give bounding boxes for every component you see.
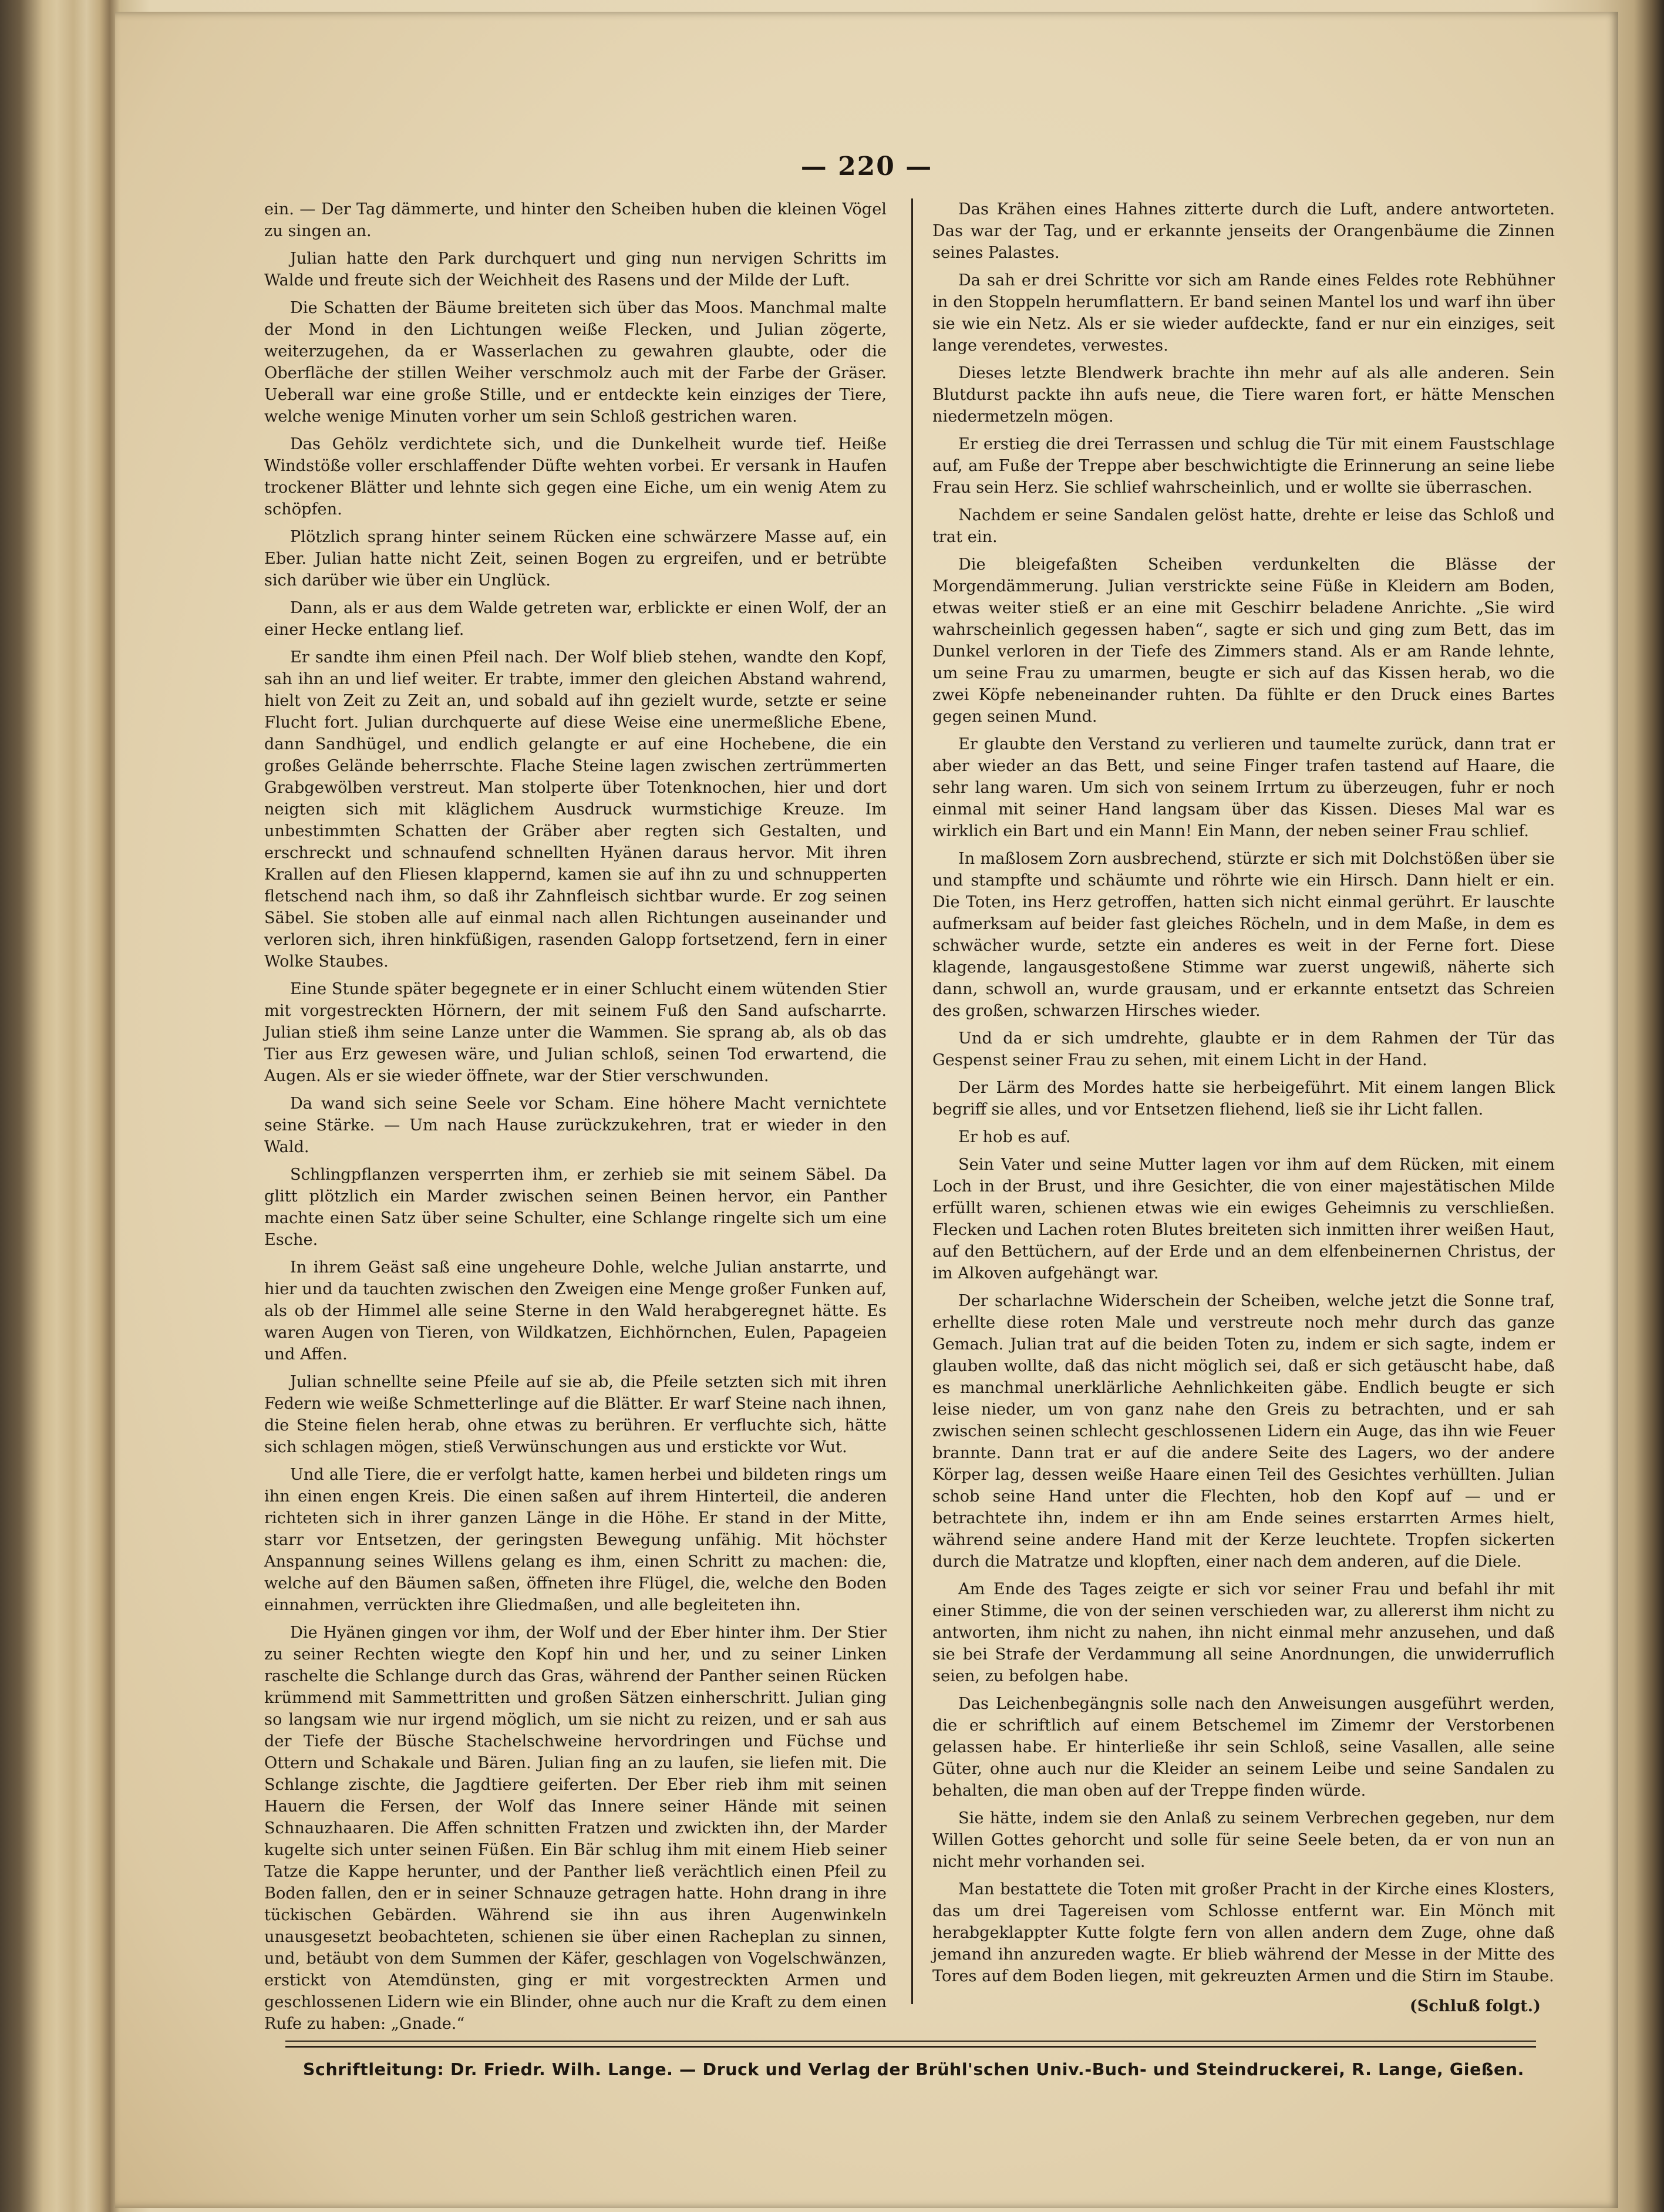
paragraph: Man bestattete die Toten mit großer Pracht in der Kirche eines Klosters, das um drei Tagereisen vom Schlosse entfernt war. Ein Mönch mit herabgeklappter Kutte folgte fern von allen andern dem Zuge, ohne daß jemand ihn anzureden wagte. Er blieb während der Messe in der Mitte des Tores auf dem Boden liegen, mit gekreuzten Armen und die Stirn im Staube.	[932, 1880, 1555, 1985]
paragraph: Die Schatten der Bäume breiteten sich über das Moos. Manchmal malte der Mond in den Lichtungen weiße Flecken, und Julian zögerte, weiterzugehen, da er Wasserlachen zu gewahren glaubte, oder die Oberfläche der stillen Weiher verschmolz auch mit der Farbe der Gräser. Ueberall war eine große Stille, und er entdeckte kein einziges der Tiere, welche wenige Minuten vorher um sein Schloß gestrichen waren.	[264, 299, 887, 426]
paragraph: ein. — Der Tag dämmerte, und hinter den Scheiben huben die kleinen Vögel zu singen an.	[264, 200, 887, 240]
paragraph: Sein Vater und seine Mutter lagen vor ihm auf dem Rücken, mit einem Loch in der Brust, und ihre Gesichter, die von einer majestätischen Milde erfüllt waren, schienen etwas wie ein ewiges Geheimnis zu verschließen. Flecken und Lachen roten Blutes breiteten sich inmitten ihrer weißen Haut, auf den Bettüchern, auf der Erde und an dem elfenbeinernen Christus, der im Alkoven aufgehängt war.	[932, 1156, 1555, 1282]
paragraph: Plötzlich sprang hinter seinem Rücken eine schwärzere Masse auf, ein Eber. Julian hatte nicht Zeit, seinen Bogen zu ergreifen, und er betrübte sich darüber wie über ein Unglück.	[264, 528, 887, 590]
paragraph: Er glaubte den Verstand zu verlieren und taumelte zurück, dann trat er aber wieder an das Bett, und seine Finger trafen tastend auf Haare, die sehr lang waren. Um sich von seinem Irrtum zu überzeugen, fuhr er noch einmal mit seiner Hand langsam über das Kissen. Dieses Mal war es wirklich ein Bart und ein Mann! Ein Mann, der neben seiner Frau schlief.	[932, 735, 1555, 840]
paragraph: Der scharlachne Widerschein der Scheiben, welche jetzt die Sonne traf, erhellte diese roten Male und verstreute noch mehr durch das ganze Gemach. Julian trat auf die beiden Toten zu, indem er sich sagte, indem er glauben wollte, daß das nicht möglich sei, daß er sich getäuscht habe, daß es manchmal unerklärliche Aehnlichkeiten gäbe. Endlich beugte er sich leise nieder, um von ganz nahe den Greis zu betrachten, und er sah zwischen seinen schlecht geschlossenen Lidern ein Auge, das ihn wie Feuer brannte. Dann trat er auf die andere Seite des Lagers, wo der andere Körper lag, dessen weiße Haare einen Teil des Gesichtes verhüllten. Julian schob seine Hand unter die Flechten, hob den Kopf auf — und er betrachtete ihn, indem er ihn am Ende seines erstarrten Armes hielt, während seine andere Hand mit der Kerze leuchtete. Tropfen sickerten durch die Matratze und klopften, einer nach dem anderen, auf die Diele.	[932, 1292, 1555, 1571]
column-divider	[911, 198, 913, 2004]
paragraph: In ihrem Geäst saß eine ungeheure Dohle, welche Julian anstarrte, und hier und da tauchten zwischen den Zweigen eine Menge großer Funken auf, als ob der Himmel alle seine Sterne in den Wald herabgeregnet hätte. Es waren Augen von Tieren, von Wildkatzen, Eichhörnchen, Eulen, Papageien und Affen.	[264, 1258, 887, 1363]
to-be-continued-note: (Schluß folgt.)	[1409, 1996, 1541, 2015]
paragraph: Die Hyänen gingen vor ihm, der Wolf und der Eber hinter ihm. Der Stier zu seiner Rechten wiegte den Kopf hin und her, und zu seiner Linken raschelte die Schlange durch das Gras, während der Panther seinen Rücken krümmend mit Sammettritten und großen Sätzen einherschritt. Julian ging so langsam wie nur irgend möglich, um sie nicht zu reizen, und er sah aus der Tiefe der Büsche Stachelschweine hervordringen und Füchse und Ottern und Schakale und Bären. Julian fing an zu laufen, sie liefen mit. Die Schlange zischte, die Jagdtiere geiferten. Der Eber rieb ihm mit seinen Hauern die Fersen, der Wolf das Innere seiner Hände mit seinen Schnauzhaaren. Die Affen schnitten Fratzen und zwickten ihn, der Marder kugelte sich unter seinen Füßen. Ein Bär schlug ihm mit einem Hieb seiner Tatze die Kappe herunter, und der Panther ließ verächtlich einen Pfeil zu Boden fallen, den er in seiner Schnauze getragen hatte. Hohn drang in ihre tückischen Gebärden. Während sie ihn aus ihren Augenwinkeln unausgesetzt beobachteten, schienen sie über einen Racheplan zu sinnen, und, betäubt von dem Summen der Käfer, geschlagen von Vogelschwänzen, erstickt von Atemdünsten, ging er mit vorgestreckten Armen und geschlossenen Lidern wie ein Blinder, ohne auch nur die Kraft zu dem einen Rufe zu haben: „Gnade.“	[264, 1624, 887, 2033]
publisher-imprint: Schriftleitung: Dr. Friedr. Wilh. Lange. — Druck und Verlag der Brühl'schen Univ.-Buch- und Steindruckerei, R. Lange, Gießen.	[302, 2060, 1525, 2079]
paragraph: Er erstieg die drei Terrassen und schlug die Tür mit einem Faustschlage auf, am Fuße der Treppe aber beschwichtigte die Erinnerung an seine liebe Frau sein Herz. Sie schlief wahrscheinlich, und er wollte sie überraschen.	[932, 435, 1555, 497]
paragraph: Schlingpflanzen versperrten ihm, er zerhieb sie mit seinem Säbel. Da glitt plötzlich ein Marder zwischen seinen Beinen hervor, ein Panther machte einen Satz über seine Schulter, eine Schlange ringelte sich um eine Esche.	[264, 1166, 887, 1249]
right-column	[932, 198, 1555, 2023]
page	[115, 12, 1618, 2208]
paragraph: Am Ende des Tages zeigte er sich vor seiner Frau und befahl ihr mit einer Stimme, die von der seinen verschieden war, zu allererst ihm nicht zu antworten, ihm nicht zu nahen, ihn nicht einmal mehr anzusehen, und daß sie bei Strafe der Verdammung all seine Anordnungen, die unwiderruflich seien, zu befolgen habe.	[932, 1580, 1555, 1685]
paragraph: Sie hätte, indem sie den Anlaß zu seinem Verbrechen gegeben, nur dem Willen Gottes gehorcht und solle für seine Seele beten, da er von nun an nicht mehr vorhanden sei.	[932, 1809, 1555, 1871]
paragraph: Das Gehölz verdichtete sich, und die Dunkelheit wurde tief. Heiße Windstöße voller erschlaffender Düfte wehten vorbei. Er versank in Haufen trockener Blätter und lehnte sich gegen eine Eiche, um ein wenig Atem zu schöpfen.	[264, 435, 887, 519]
paragraph: Und alle Tiere, die er verfolgt hatte, kamen herbei und bildeten rings um ihn einen engen Kreis. Die einen saßen auf ihrem Hinterteil, die anderen richteten sich in ihrer ganzen Länge in die Höhe. Er stand in der Mitte, starr vor Entsetzen, der geringsten Bewegung unfähig. Mit höchster Anspannung seines Willens gelang es ihm, einen Schritt zu machen: die, welche auf den Bäumen saßen, öffneten ihre Flügel, die, welche den Boden einnahmen, verrückten ihre Gliedmaßen, und alle begleiteten ihn.	[264, 1466, 887, 1614]
paragraph: In maßlosem Zorn ausbrechend, stürzte er sich mit Dolchstößen über sie und stampfte und schäumte und röhrte wie ein Hirsch. Dann hielt er ein. Die Toten, ins Herz getroffen, hatten sich nicht einmal gerührt. Er lauschte aufmerksam auf beider fast gleiches Röcheln, und in dem Maße, in dem es schwächer wurde, setzte ein anderes es weit in der Ferne fort. Diese klagende, langausgestoßene Stimme war zuerst ungewiß, näherte sich dann, schwoll an, wurde grausam, und er erkannte entsetzt das Schreien des großen, schwarzen Hirsches wieder.	[932, 850, 1555, 1020]
paragraph: Eine Stunde später begegnete er in einer Schlucht einem wütenden Stier mit vorgestreckten Hörnern, der mit seinem Fuß den Sand aufscharrte. Julian stieß ihm seine Lanze unter die Wammen. Sie sprang ab, als ob das Tier aus Erz gewesen wäre, und Julian schloß, seinen Tod erwartend, die Augen. Als er sie wieder öffnete, war der Stier verschwunden.	[264, 980, 887, 1085]
paragraph: Das Krähen eines Hahnes zitterte durch die Luft, andere antworteten. Das war der Tag, und er erkannte jenseits der Orangenbäume die Zinnen seines Palastes.	[932, 200, 1555, 262]
page-number: — 220 —	[800, 151, 933, 181]
paragraph: Julian hatte den Park durchquert und ging nun nervigen Schritts im Walde und freute sich der Weichheit des Rasens und der Milde der Luft.	[264, 250, 887, 289]
paragraph: Er hob es auf.	[958, 1128, 1071, 1146]
paragraph: Er sandte ihm einen Pfeil nach. Der Wolf blieb stehen, wandte den Kopf, sah ihn an und lief weiter. Er trabte, immer den gleichen Abstand wahrend, hielt von Zeit zu Zeit an, und sobald auf ihn gezielt wurde, setzte er seine Flucht fort. Julian durchquerte auf diese Weise eine unermeßliche Ebene, dann Sandhügel, und endlich gelangte er auf eine Hochebene, die ein großes Gelände beherrschte. Flache Steine lagen zwischen zertrümmerten Grabgewölben verstreut. Man stolperte über Totenknochen, hier und dort neigten sich mit kläglichem Ausdruck wurmstichige Kreuze. Im unbestimmten Schatten der Gräber aber regten sich Gestalten, und erschreckt und schnaufend schnellten Hyänen daraus hervor. Mit ihren Krallen auf den Fliesen klappernd, kamen sie auf ihn zu und schnupperten fletschend nach ihm, so daß ihr Zahnfleisch sichtbar wurde. Er zog seinen Säbel. Sie stoben alle auf einmal nach allen Richtungen auseinander und verloren sich, ihren hinkfüßigen, rasenden Galopp fortsetzend, fern in einer Wolke Staubes.	[264, 648, 887, 971]
paragraph: Das Leichenbegängnis solle nach den Anweisungen ausgeführt werden, die er schriftlich auf einem Betschemel im Zimemr der Verstorbenen gelassen habe. Er hinterließe ihr sein Schloß, seine Vasallen, alle seine Güter, ohne auch nur die Kleider an seinem Leibe und seine Sandalen zu behalten, die man oben auf der Treppe finden würde.	[932, 1695, 1555, 1800]
paragraph: Nachdem er seine Sandalen gelöst hatte, drehte er leise das Schloß und trat ein.	[932, 506, 1555, 546]
paragraph: Und da er sich umdrehte, glaubte er in dem Rahmen der Tür das Gespenst seiner Frau zu sehen, mit einem Licht in der Hand.	[932, 1029, 1555, 1069]
paragraph: Da wand sich seine Seele vor Scham. Eine höhere Macht vernichtete seine Stärke. — Um nach Hause zurückzukehren, trat er wieder in den Wald.	[264, 1095, 887, 1156]
left-column	[264, 198, 887, 2041]
paragraph: Der Lärm des Mordes hatte sie herbeigeführt. Mit einem langen Blick begriff sie alles, und vor Entsetzen fliehend, ließ sie ihr Licht fallen.	[932, 1079, 1555, 1119]
paragraph: Da sah er drei Schritte vor sich am Rande eines Feldes rote Rebhühner in den Stoppeln herumflattern. Er band seinen Mantel los und warf ihn über sie wie ein Netz. Als er sie wieder aufdeckte, fand er nur ein einziges, seit lange verendetes, verwestes.	[932, 271, 1555, 355]
footer-rule	[285, 2041, 1536, 2048]
paragraph: Die bleigefaßten Scheiben verdunkelten die Blässe der Morgendämmerung. Julian verstrickte seine Füße in Kleidern am Boden, etwas weiter stieß er an eine mit Geschirr beladene Anrichte. „Sie wird wahrscheinlich gegessen haben“, sagte er sich und ging zum Bett, das im Dunkel verloren in der Tiefe des Zimmers stand. Als er am Rande lehnte, um seine Frau zu umarmen, beugte er sich auf das Kissen herab, wo die zwei Köpfe nebeneinander ruhten. Da fühlte er den Druck eines Bartes gegen seinen Mund.	[932, 555, 1555, 726]
paragraph: Dieses letzte Blendwerk brachte ihn mehr auf als alle anderen. Sein Blutdurst packte ihn aufs neue, die Tiere waren fort, er hätte Menschen niedermetzeln mögen.	[932, 364, 1555, 426]
paragraph: Dann, als er aus dem Walde getreten war, erblickte er einen Wolf, der an einer Hecke entlang lief.	[264, 599, 887, 639]
paragraph: Julian schnellte seine Pfeile auf sie ab, die Pfeile setzten sich mit ihren Federn wie weiße Schmetterlinge auf die Blätter. Er warf Steine nach ihnen, die Steine fielen herab, ohne etwas zu berühren. Er verfluchte sich, hätte sich schlagen mögen, stieß Verwünschungen aus und erstickte vor Wut.	[264, 1373, 887, 1456]
